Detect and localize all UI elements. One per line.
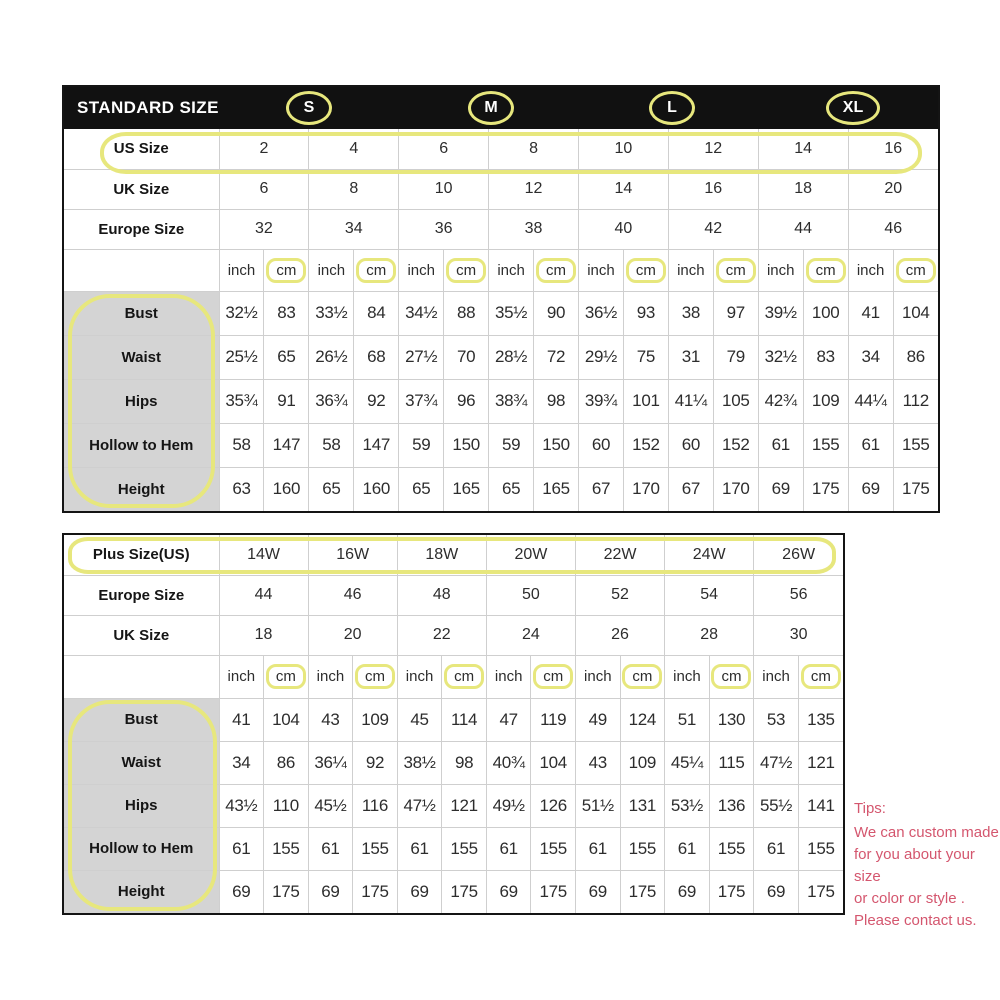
inch-value-cell: 32½ [758, 335, 803, 379]
size-value-cell: 6 [219, 169, 309, 209]
cm-value-cell: 104 [893, 291, 938, 335]
cm-value-cell: 175 [893, 467, 938, 511]
size-row [64, 209, 938, 249]
cm-value-cell: 170 [713, 467, 758, 511]
cm-unit-cell [709, 655, 754, 698]
measurement-label: Waist [64, 335, 219, 379]
cm-value-cell: 98 [534, 379, 579, 423]
cm-value-cell: 160 [354, 467, 399, 511]
tips-title: Tips: [854, 800, 886, 817]
cm-value-cell: 150 [444, 423, 489, 467]
cm-highlight-box: cm [896, 258, 936, 283]
inch-value-cell: 37¾ [399, 379, 444, 423]
inch-value-cell: 53 [754, 698, 799, 741]
inch-value-cell: 69 [758, 467, 803, 511]
size-badge-s: S [286, 91, 332, 125]
cm-highlight-box: cm [626, 258, 666, 283]
inch-value-cell: 39½ [758, 291, 803, 335]
cm-value-cell: 112 [893, 379, 938, 423]
inch-unit-cell: inch [754, 655, 799, 698]
size-value-cell: 16 [848, 129, 938, 169]
size-value-cell: 46 [848, 209, 938, 249]
cm-value-cell: 75 [623, 335, 668, 379]
cm-value-cell: 91 [264, 379, 309, 423]
cm-value-cell: 165 [444, 467, 489, 511]
inch-value-cell: 51½ [576, 784, 621, 827]
measurement-row [64, 291, 938, 335]
measurement-row [64, 379, 938, 423]
size-value-cell: 44 [758, 209, 848, 249]
inch-unit-cell: inch [219, 249, 264, 291]
inch-value-cell: 60 [668, 423, 713, 467]
cm-value-cell: 70 [444, 335, 489, 379]
size-value-cell: 22 [397, 615, 486, 655]
inch-value-cell: 69 [848, 467, 893, 511]
inch-value-cell: 38½ [397, 741, 442, 784]
inch-value-cell: 61 [397, 827, 442, 870]
cm-value-cell: 101 [623, 379, 668, 423]
cm-value-cell: 68 [354, 335, 399, 379]
cm-highlight-box: cm [266, 258, 306, 283]
inch-value-cell: 60 [579, 423, 624, 467]
row-label: Europe Size [64, 575, 219, 615]
inch-value-cell: 63 [219, 467, 264, 511]
inch-value-cell: 31 [668, 335, 713, 379]
inch-value-cell: 42¾ [758, 379, 803, 423]
inch-value-cell: 38 [668, 291, 713, 335]
size-value-cell: 12 [489, 169, 579, 209]
inch-value-cell: 69 [397, 870, 442, 913]
size-value-cell: 16W [308, 535, 397, 575]
size-value-cell: 20 [848, 169, 938, 209]
measurement-row [64, 870, 843, 913]
measurement-row [64, 423, 938, 467]
size-value-cell: 38 [489, 209, 579, 249]
tips-line: for you about your size [854, 846, 975, 885]
inch-value-cell: 47½ [754, 741, 799, 784]
size-badge-l: L [649, 91, 695, 125]
inch-value-cell: 32½ [219, 291, 264, 335]
cm-highlight-box: cm [266, 664, 306, 689]
size-value-cell: 24W [665, 535, 754, 575]
size-value-cell: 50 [486, 575, 575, 615]
row-label: US Size [64, 129, 219, 169]
inch-unit-cell: inch [219, 655, 264, 698]
cm-unit-cell [264, 655, 309, 698]
measurement-row [64, 741, 843, 784]
cm-unit-cell [354, 249, 399, 291]
cm-value-cell: 114 [442, 698, 487, 741]
cm-highlight-box: cm [533, 664, 573, 689]
measurement-label: Hollow to Hem [64, 423, 219, 467]
size-value-cell: 6 [399, 129, 489, 169]
plus-size-table [62, 533, 845, 915]
row-label: UK Size [64, 169, 219, 209]
cm-value-cell: 175 [531, 870, 576, 913]
inch-value-cell: 69 [308, 870, 353, 913]
inch-value-cell: 61 [848, 423, 893, 467]
measurement-row [64, 698, 843, 741]
inch-value-cell: 33½ [309, 291, 354, 335]
cm-value-cell: 175 [264, 870, 309, 913]
cm-value-cell: 110 [264, 784, 309, 827]
inch-value-cell: 35¾ [219, 379, 264, 423]
cm-value-cell: 175 [803, 467, 848, 511]
inch-value-cell: 69 [486, 870, 531, 913]
cm-unit-cell [798, 655, 843, 698]
inch-value-cell: 36½ [579, 291, 624, 335]
cm-value-cell: 72 [534, 335, 579, 379]
cm-value-cell: 155 [709, 827, 754, 870]
cm-value-cell: 124 [620, 698, 665, 741]
size-value-cell: 2 [219, 129, 309, 169]
cm-unit-cell [713, 249, 758, 291]
cm-value-cell: 155 [893, 423, 938, 467]
size-value-cell: 26 [576, 615, 665, 655]
inch-value-cell: 61 [219, 827, 264, 870]
size-value-cell: 18W [397, 535, 486, 575]
cm-value-cell: 83 [803, 335, 848, 379]
cm-unit-cell [444, 249, 489, 291]
row-label: Plus Size(US) [64, 535, 219, 575]
inch-value-cell: 44¼ [848, 379, 893, 423]
size-value-cell: 16 [668, 169, 758, 209]
cm-unit-cell [353, 655, 398, 698]
cm-value-cell: 175 [709, 870, 754, 913]
cm-value-cell: 86 [264, 741, 309, 784]
cm-value-cell: 65 [264, 335, 309, 379]
inch-value-cell: 38¾ [489, 379, 534, 423]
measurement-label: Height [64, 870, 219, 913]
cm-value-cell: 131 [620, 784, 665, 827]
measurement-label: Hips [64, 379, 219, 423]
cm-value-cell: 155 [803, 423, 848, 467]
inch-value-cell: 55½ [754, 784, 799, 827]
size-value-cell: 46 [308, 575, 397, 615]
size-value-cell: 56 [754, 575, 843, 615]
inch-value-cell: 67 [668, 467, 713, 511]
cm-value-cell: 97 [713, 291, 758, 335]
cm-value-cell: 130 [709, 698, 754, 741]
cm-value-cell: 175 [442, 870, 487, 913]
inch-unit-cell: inch [308, 655, 353, 698]
cm-value-cell: 84 [354, 291, 399, 335]
inch-value-cell: 27½ [399, 335, 444, 379]
inch-value-cell: 47½ [397, 784, 442, 827]
size-value-cell: 48 [397, 575, 486, 615]
cm-unit-cell [620, 655, 665, 698]
cm-value-cell: 121 [798, 741, 843, 784]
inch-value-cell: 69 [219, 870, 264, 913]
cm-value-cell: 175 [620, 870, 665, 913]
inch-value-cell: 47 [486, 698, 531, 741]
inch-value-cell: 61 [308, 827, 353, 870]
plus-size-grid [64, 535, 843, 913]
cm-highlight-box: cm [536, 258, 576, 283]
cm-highlight-box: cm [801, 664, 841, 689]
cm-value-cell: 147 [264, 423, 309, 467]
cm-value-cell: 136 [709, 784, 754, 827]
size-value-cell: 10 [579, 129, 669, 169]
cm-value-cell: 109 [353, 698, 398, 741]
inch-value-cell: 43 [308, 698, 353, 741]
cm-unit-cell [531, 655, 576, 698]
cm-value-cell: 98 [442, 741, 487, 784]
cm-value-cell: 141 [798, 784, 843, 827]
cm-value-cell: 109 [803, 379, 848, 423]
inch-value-cell: 59 [399, 423, 444, 467]
cm-unit-cell [623, 249, 668, 291]
cm-highlight-box: cm [711, 664, 751, 689]
size-badge-m: M [468, 91, 514, 125]
cm-value-cell: 155 [620, 827, 665, 870]
tips-line: We can custom made [854, 824, 999, 841]
inch-value-cell: 41 [848, 291, 893, 335]
cm-value-cell: 88 [444, 291, 489, 335]
inch-unit-cell: inch [576, 655, 621, 698]
cm-value-cell: 170 [623, 467, 668, 511]
size-value-cell: 26W [754, 535, 843, 575]
inch-value-cell: 69 [665, 870, 710, 913]
inch-value-cell: 29½ [579, 335, 624, 379]
size-value-cell: 24 [486, 615, 575, 655]
cm-value-cell: 175 [353, 870, 398, 913]
inch-value-cell: 34 [848, 335, 893, 379]
measurement-label: Waist [64, 741, 219, 784]
inch-value-cell: 58 [309, 423, 354, 467]
cm-unit-cell [893, 249, 938, 291]
cm-value-cell: 150 [534, 423, 579, 467]
unit-row-label [64, 249, 219, 291]
cm-value-cell: 152 [713, 423, 758, 467]
cm-value-cell: 152 [623, 423, 668, 467]
inch-value-cell: 25½ [219, 335, 264, 379]
cm-unit-cell [534, 249, 579, 291]
inch-value-cell: 36¼ [308, 741, 353, 784]
cm-highlight-box: cm [716, 258, 756, 283]
cm-value-cell: 155 [531, 827, 576, 870]
cm-value-cell: 92 [353, 741, 398, 784]
cm-value-cell: 104 [531, 741, 576, 784]
cm-value-cell: 119 [531, 698, 576, 741]
inch-value-cell: 69 [576, 870, 621, 913]
inch-value-cell: 61 [665, 827, 710, 870]
cm-value-cell: 155 [264, 827, 309, 870]
cm-highlight-box: cm [444, 664, 484, 689]
measurement-label: Hips [64, 784, 219, 827]
size-value-cell: 12 [668, 129, 758, 169]
cm-value-cell: 79 [713, 335, 758, 379]
inch-value-cell: 59 [489, 423, 534, 467]
size-value-cell: 44 [219, 575, 308, 615]
cm-value-cell: 165 [534, 467, 579, 511]
cm-value-cell: 92 [354, 379, 399, 423]
size-value-cell: 34 [309, 209, 399, 249]
cm-highlight-box: cm [355, 664, 395, 689]
size-value-cell: 8 [489, 129, 579, 169]
inch-value-cell: 69 [754, 870, 799, 913]
size-value-cell: 14 [758, 129, 848, 169]
size-value-cell: 14W [219, 535, 308, 575]
size-value-cell: 8 [309, 169, 399, 209]
measurement-row [64, 784, 843, 827]
measurement-row [64, 827, 843, 870]
inch-value-cell: 61 [486, 827, 531, 870]
cm-value-cell: 155 [442, 827, 487, 870]
cm-value-cell: 175 [798, 870, 843, 913]
inch-unit-cell: inch [486, 655, 531, 698]
measurement-row [64, 467, 938, 511]
standard-size-header [64, 87, 938, 129]
size-value-cell: 42 [668, 209, 758, 249]
cm-value-cell: 90 [534, 291, 579, 335]
size-value-cell: 4 [309, 129, 399, 169]
tips-note [854, 798, 1000, 932]
unit-row-label [64, 655, 219, 698]
cm-value-cell: 104 [264, 698, 309, 741]
unit-row [64, 249, 938, 291]
inch-unit-cell: inch [489, 249, 534, 291]
inch-value-cell: 34 [219, 741, 264, 784]
size-value-cell: 18 [758, 169, 848, 209]
inch-value-cell: 61 [576, 827, 621, 870]
cm-value-cell: 86 [893, 335, 938, 379]
inch-value-cell: 65 [399, 467, 444, 511]
size-value-cell: 18 [219, 615, 308, 655]
inch-value-cell: 51 [665, 698, 710, 741]
inch-value-cell: 40¾ [486, 741, 531, 784]
size-value-cell: 22W [576, 535, 665, 575]
inch-value-cell: 41¼ [668, 379, 713, 423]
cm-value-cell: 155 [353, 827, 398, 870]
cm-value-cell: 83 [264, 291, 309, 335]
inch-value-cell: 65 [309, 467, 354, 511]
inch-value-cell: 28½ [489, 335, 534, 379]
cm-unit-cell [264, 249, 309, 291]
cm-value-cell: 115 [709, 741, 754, 784]
size-value-cell: 54 [665, 575, 754, 615]
cm-unit-cell [442, 655, 487, 698]
inch-value-cell: 26½ [309, 335, 354, 379]
inch-unit-cell: inch [309, 249, 354, 291]
cm-value-cell: 155 [798, 827, 843, 870]
inch-value-cell: 61 [758, 423, 803, 467]
size-badge-xl: XL [826, 91, 880, 125]
inch-value-cell: 43 [576, 741, 621, 784]
cm-highlight-box: cm [356, 258, 396, 283]
cm-value-cell: 147 [354, 423, 399, 467]
inch-value-cell: 34½ [399, 291, 444, 335]
cm-value-cell: 93 [623, 291, 668, 335]
inch-unit-cell: inch [758, 249, 803, 291]
inch-value-cell: 43½ [219, 784, 264, 827]
inch-unit-cell: inch [848, 249, 893, 291]
size-row [64, 535, 843, 575]
measurement-label: Bust [64, 698, 219, 741]
cm-value-cell: 121 [442, 784, 487, 827]
measurement-label: Hollow to Hem [64, 827, 219, 870]
inch-unit-cell: inch [665, 655, 710, 698]
tips-line: Please contact us. [854, 912, 977, 929]
size-value-cell: 20 [308, 615, 397, 655]
size-row [64, 169, 938, 209]
inch-value-cell: 67 [579, 467, 624, 511]
cm-highlight-box: cm [806, 258, 846, 283]
size-value-cell: 30 [754, 615, 843, 655]
standard-size-table [62, 85, 940, 513]
cm-value-cell: 135 [798, 698, 843, 741]
size-value-cell: 40 [579, 209, 669, 249]
inch-value-cell: 49½ [486, 784, 531, 827]
measurement-label: Height [64, 467, 219, 511]
unit-row [64, 655, 843, 698]
inch-value-cell: 41 [219, 698, 264, 741]
cm-highlight-box: cm [622, 664, 662, 689]
inch-value-cell: 58 [219, 423, 264, 467]
cm-value-cell: 100 [803, 291, 848, 335]
inch-value-cell: 39¾ [579, 379, 624, 423]
measurement-row [64, 335, 938, 379]
size-value-cell: 32 [219, 209, 309, 249]
size-row [64, 129, 938, 169]
inch-value-cell: 61 [754, 827, 799, 870]
inch-value-cell: 53½ [665, 784, 710, 827]
standard-size-grid [64, 129, 938, 511]
inch-value-cell: 36¾ [309, 379, 354, 423]
cm-value-cell: 160 [264, 467, 309, 511]
cm-value-cell: 116 [353, 784, 398, 827]
tips-line: or color or style . [854, 890, 965, 907]
row-label: Europe Size [64, 209, 219, 249]
size-row [64, 615, 843, 655]
cm-value-cell: 96 [444, 379, 489, 423]
cm-highlight-box: cm [446, 258, 486, 283]
inch-unit-cell: inch [399, 249, 444, 291]
cm-value-cell: 109 [620, 741, 665, 784]
inch-unit-cell: inch [579, 249, 624, 291]
cm-value-cell: 105 [713, 379, 758, 423]
row-label: UK Size [64, 615, 219, 655]
cm-unit-cell [803, 249, 848, 291]
size-row [64, 575, 843, 615]
size-value-cell: 52 [576, 575, 665, 615]
size-value-cell: 14 [579, 169, 669, 209]
inch-value-cell: 45 [397, 698, 442, 741]
standard-size-title: STANDARD SIZE [77, 98, 219, 117]
size-value-cell: 36 [399, 209, 489, 249]
inch-unit-cell: inch [668, 249, 713, 291]
size-value-cell: 28 [665, 615, 754, 655]
inch-unit-cell: inch [397, 655, 442, 698]
inch-value-cell: 65 [489, 467, 534, 511]
inch-value-cell: 45¼ [665, 741, 710, 784]
size-value-cell: 20W [486, 535, 575, 575]
inch-value-cell: 35½ [489, 291, 534, 335]
size-value-cell: 10 [399, 169, 489, 209]
inch-value-cell: 45½ [308, 784, 353, 827]
inch-value-cell: 49 [576, 698, 621, 741]
cm-value-cell: 126 [531, 784, 576, 827]
measurement-label: Bust [64, 291, 219, 335]
